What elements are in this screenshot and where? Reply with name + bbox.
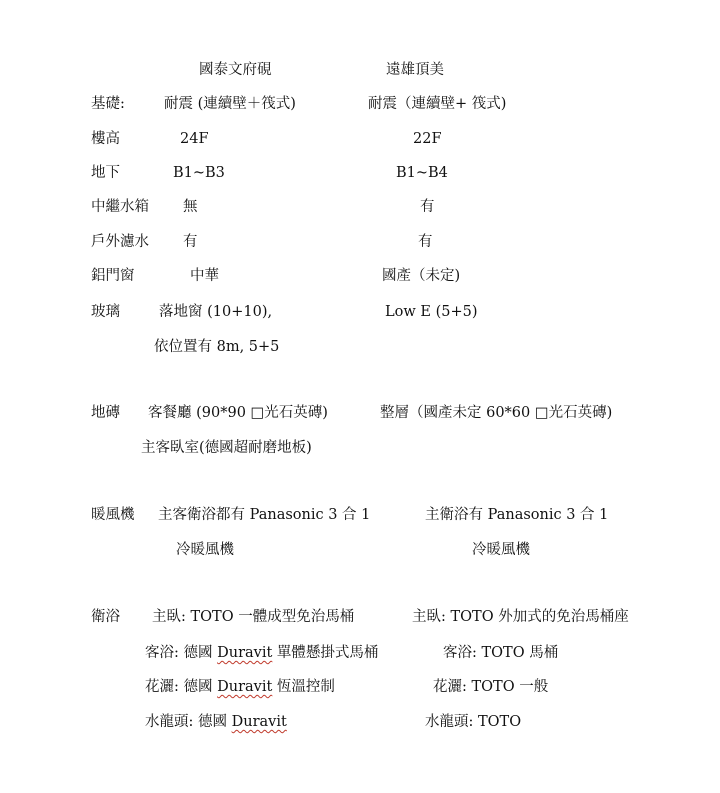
window-right: 國產（未定) [382,268,461,284]
tile-left-line2: 主客臥室(德國超耐磨地板) [141,440,312,456]
window-left: 中華 [190,268,219,284]
label-heater: 暖風機 [91,507,135,523]
label-tile: 地磚 [91,405,120,421]
heater-left: 主客衛浴都有 Panasonic 3 合 1 [158,507,371,523]
foundation-right: 耐震（連續壁+ 筏式) [368,96,507,112]
label-glass: 玻璃 [91,304,120,320]
label-tank: 中繼水箱 [91,199,149,215]
bath-left-3-brand: Duravit [217,679,273,695]
outdoor-right: 有 [418,234,433,250]
label-outdoor: 戶外濾水 [91,234,149,250]
glass-right: Low E (5+5) [385,304,478,320]
tank-right: 有 [420,199,435,215]
bath-right-1: 主臥: TOTO 外加式的免治馬桶座 [412,609,629,625]
label-window: 鋁門窗 [91,268,135,284]
bath-left-4-brand: Duravit [231,714,287,730]
tank-left: 無 [183,199,198,215]
basement-right: B1~B4 [396,165,448,181]
tile-right: 整層（國產未定 60*60 □光石英磚) [380,405,613,421]
header-right-title: 遠雄頂美 [386,62,444,78]
label-bath: 衛浴 [91,609,120,625]
outdoor-left: 有 [183,234,198,250]
height-left: 24F [180,131,209,147]
bath-left-4-pre: 水龍頭: 德國 [145,714,232,730]
bath-left-2-pre: 客浴: 德國 [145,645,218,661]
bath-left-3-pre: 花灑: 德國 [145,679,218,695]
bath-left-3-post: 恆溫控制 [272,679,335,695]
height-right: 22F [413,131,442,147]
header-left-title: 國泰文府硯 [199,62,272,78]
label-foundation: 基礎: [91,96,125,112]
bath-left-3 [145,678,335,696]
heater-left-line2: 冷暖風機 [176,542,234,558]
bath-left-1: 主臥: TOTO 一體成型免治馬桶 [152,609,355,625]
bath-left-4 [145,713,287,731]
foundation-left: 耐震 (連續壁＋筏式) [164,96,296,112]
heater-right-line2: 冷暖風機 [472,542,530,558]
glass-left: 落地窗 (10+10), [159,304,273,320]
heater-right: 主衛浴有 Panasonic 3 合 1 [425,507,609,523]
bath-left-2-post: 單體懸掛式馬桶 [272,645,379,661]
bath-right-3: 花灑: TOTO 一般 [433,679,549,695]
bath-left-2-brand: Duravit [217,645,273,661]
label-basement: 地下 [91,165,120,181]
glass-left-line2: 依位置有 8m, 5+5 [154,339,280,355]
tile-left: 客餐廳 (90*90 □光石英磚) [148,405,328,421]
bath-right-2: 客浴: TOTO 馬桶 [443,645,559,661]
label-height: 樓高 [91,131,120,147]
bath-left-2 [145,644,378,662]
bath-right-4: 水龍頭: TOTO [425,714,522,730]
basement-left: B1~B3 [173,165,225,181]
